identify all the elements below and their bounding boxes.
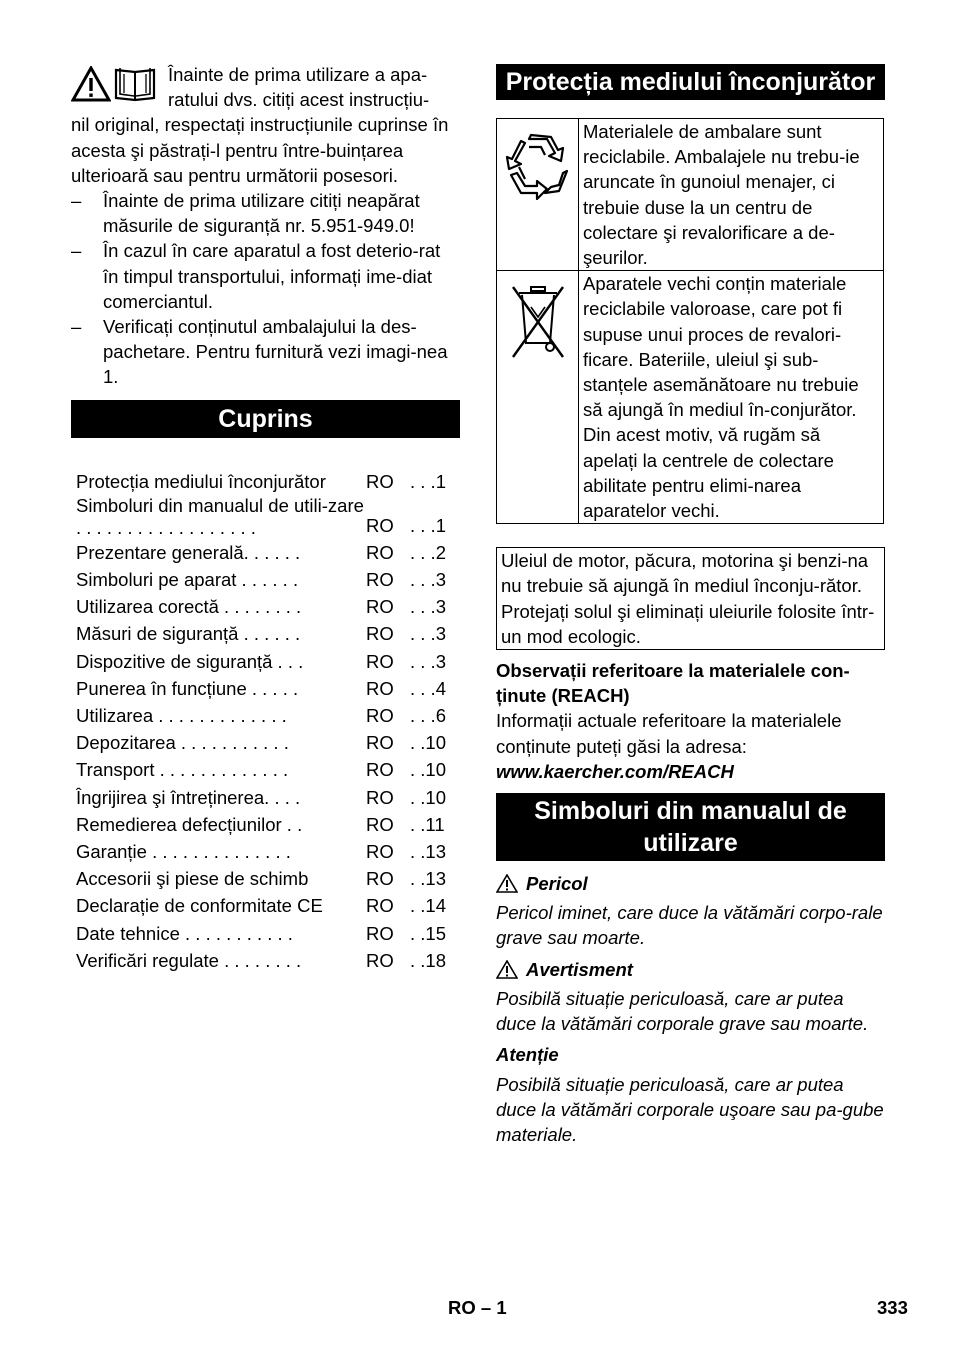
toc-row[interactable]: Îngrijirea şi întreținerea. . . . RO . .10 bbox=[76, 786, 446, 808]
reach-text: Informații actuale referitoare la materialele conținute puteți găsi la adresa: bbox=[496, 710, 842, 757]
warning-icon bbox=[496, 874, 518, 893]
footer-page-number: 333 bbox=[877, 1297, 908, 1318]
toc-row[interactable]: Simboluri pe aparat . . . . . . RO . . .3 bbox=[76, 569, 446, 591]
toc-row[interactable]: Punerea în funcțiune . . . . . RO . . .4 bbox=[76, 677, 446, 699]
warning-icon bbox=[71, 66, 111, 102]
right-column bbox=[496, 64, 885, 1147]
table-of-contents bbox=[71, 468, 460, 974]
intro-first-lines bbox=[71, 62, 460, 112]
list-item: – În cazul în care aparatul a fost deterio-rat în timpul transportului, informați ime-diat comerciantul. bbox=[71, 240, 441, 312]
intro-list bbox=[71, 188, 460, 390]
toc-row[interactable]: Transport . . . . . . . . . . . . . RO . .10 bbox=[76, 759, 446, 781]
toc-row[interactable]: Verificări regulate . . . . . . . . RO . .18 bbox=[76, 949, 446, 971]
toc-row[interactable]: Accesorii şi piese de schimb RO . .13 bbox=[76, 868, 446, 890]
warning-text: Posibilă situație periculoasă, care ar putea duce la vătămări corporale grave sau moarte. bbox=[496, 987, 869, 1035]
toc-row[interactable]: Dispozitive de siguranță . . . RO . . .3 bbox=[76, 650, 446, 672]
toc-row[interactable]: Depozitarea . . . . . . . . . . . RO . .10 bbox=[76, 732, 446, 754]
recycle-icon bbox=[501, 131, 575, 205]
list-item: – Înainte de prima utilizare citiți neapărat măsurile de siguranță nr. 5.951-949.0! bbox=[71, 190, 420, 237]
toc-row[interactable]: Garanție . . . . . . . . . . . . . . RO . .13 bbox=[76, 841, 446, 863]
warning-icon bbox=[496, 960, 518, 979]
crossed-bin-icon bbox=[509, 283, 567, 361]
toc-row[interactable]: Date tehnice . . . . . . . . . . . RO . .15 bbox=[76, 922, 446, 944]
danger-text: Pericol iminet, care duce la vătămări corpo-rale grave sau moarte. bbox=[496, 902, 883, 949]
toc-row[interactable]: Măsuri de siguranță . . . . . . RO . . .3 bbox=[76, 623, 446, 645]
caution-heading: Atenție bbox=[496, 1044, 559, 1066]
toc-row[interactable]: Simboluri din manualul de utili-zare . . . . . . . . . . . . . . . . . . RO . . .1 bbox=[76, 494, 446, 538]
reach-link[interactable]: www.kaercher.com/REACH bbox=[496, 760, 734, 782]
environment-table bbox=[496, 118, 884, 524]
caution-text: Posibilă situație periculoasă, care ar putea duce la vătămări corporale uşoare sau pa-gube materiale. bbox=[496, 1073, 884, 1145]
toc-row[interactable]: Declarație de conformitate CE RO . .14 bbox=[76, 895, 446, 917]
intro-first-text: Înainte de prima utilizare a apa-ratului dvs. citiți acest instrucțiu- bbox=[168, 64, 430, 111]
table-row bbox=[497, 271, 884, 524]
toc-row[interactable]: Utilizarea . . . . . . . . . . . . . RO . . .6 bbox=[76, 705, 446, 727]
symbols-heading: Simboluri din manualul de utilizare bbox=[496, 793, 885, 861]
environment-heading: Protecția mediului înconjurător bbox=[496, 64, 885, 100]
danger-heading: Pericol bbox=[496, 871, 885, 896]
old-devices-text: Aparatele vechi conțin materiale reciclabile valoroase, care pot fi supuse unui proces de revalori-ficare. Bateriile, uleiul şi sub-stanțele asemănătoare nu trebuie să ajungă în mediul în-conjurător. Din acest motiv, vă rugăm să apelați la centrele de colectare abilitate pentru elimi-narea aparatelor vechi. bbox=[579, 271, 884, 524]
toc-row[interactable]: Protecția mediului înconjurător RO . . .1 bbox=[76, 470, 446, 492]
intro-continuation: nil original, respectați instrucțiunile cuprinse în acesta şi păstrați-l pentru între-buințarea ulterioară sau pentru următorii posesori. bbox=[71, 114, 449, 186]
intro-icons bbox=[71, 66, 156, 102]
reach-heading: Observații referitoare la materialele con-ținute (REACH) bbox=[496, 660, 850, 707]
left-column bbox=[71, 62, 460, 974]
footer-page-label: RO – 1 bbox=[448, 1297, 507, 1318]
table-row bbox=[497, 119, 884, 271]
oil-notice: Uleiul de motor, păcura, motorina şi benzi-na nu trebuie să ajungă în mediul înconju-rător. Protejați solul şi eliminați uleiurile folosite într-un mod ecologic. bbox=[496, 547, 885, 650]
toc-row[interactable]: Remedierea defecțiunilor . . RO . .11 bbox=[76, 813, 445, 835]
toc-heading: Cuprins bbox=[71, 400, 460, 438]
toc-row[interactable]: Utilizarea corectă . . . . . . . . RO . . .3 bbox=[76, 596, 446, 618]
recycling-text: Materialele de ambalare sunt reciclabile. Ambalajele nu trebu-ie aruncate în gunoiul menajer, ci trebuie duse la un centru de colectare şi revalorificare a de-şeurilor. bbox=[579, 119, 884, 271]
toc-row[interactable]: Prezentare generală. . . . . . RO . . .2 bbox=[76, 541, 446, 563]
warning-heading: Avertisment bbox=[496, 957, 885, 982]
list-item: – Verificați conținutul ambalajului la des-pachetare. Pentru furnitură vezi imagi-nea 1. bbox=[71, 316, 448, 388]
book-icon bbox=[114, 66, 156, 102]
